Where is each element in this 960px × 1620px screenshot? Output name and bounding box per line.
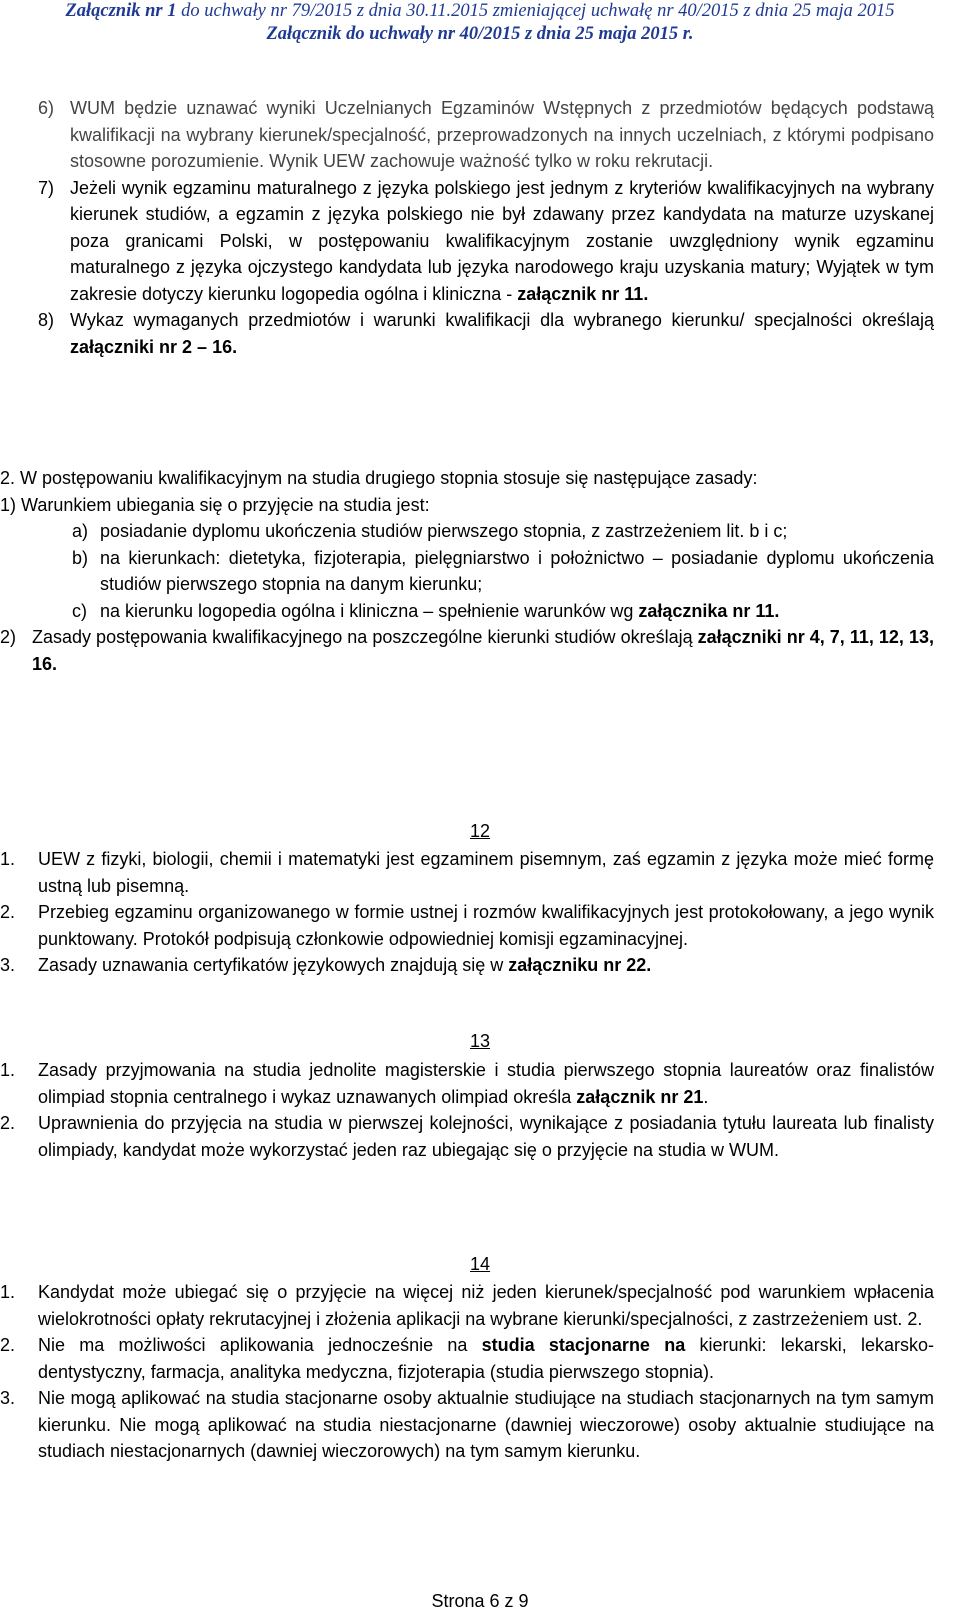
- letter-a: [0, 518, 934, 545]
- item-text: [38, 1057, 934, 1110]
- point-text-body: Wykaz wymaganych przedmiotów i warunki kwalifikacji dla wybranego kierunku/ specjalności określają: [70, 310, 934, 330]
- section-14-item-3: [0, 1385, 934, 1465]
- point-6: [38, 95, 934, 175]
- item-number: 1.: [0, 1060, 16, 1080]
- attachment-ref: załącznik nr 11.: [517, 283, 649, 304]
- point-text: [70, 175, 934, 308]
- section-14-item-1: [0, 1279, 934, 1332]
- letter-b: [0, 545, 934, 598]
- paragraph-number: 2.: [0, 468, 16, 488]
- header-attachment: Załącznik nr 1: [65, 1, 177, 21]
- paragraph-text-body: W postępowaniu kwalifikacyjnym na studia drugiego stopnia stosuje się następujące zasady:: [20, 468, 758, 488]
- attachment-ref: załączniku nr 22.: [508, 955, 652, 975]
- section-13-item-2: [0, 1110, 934, 1163]
- point-number: 6): [38, 98, 55, 118]
- page-number: Strona 6 z 9: [431, 1591, 529, 1611]
- item-text: Nie mogą aplikować na studia stacjonarne osoby aktualnie studiujące na studiach stacjonarnych na tym samym kierunku. Nie mogą aplikować na studia niestacjonarne (dawniej wieczorowe) osoby aktualnie studiujące na studiach niestacjonarnych (dawniej wieczorowych) na tym samym kierunku.: [38, 1388, 934, 1461]
- rule-number: 2): [0, 627, 17, 647]
- point-number: 8): [38, 310, 55, 330]
- attachment-ref: załącznika nr 11.: [638, 600, 780, 621]
- point-number: 7): [38, 177, 55, 198]
- item-text: Przebieg egzaminu organizowanego w formie ustnej i rozmów kwalifikacyjnych jest protokołowany, a jego wynik punktowany. Protokół podpisują członkowie odpowiedniej komisji egzaminacyjnej.: [38, 902, 934, 949]
- section-12-title: 12: [469, 821, 491, 841]
- item-text-body: Nie ma możliwości aplikowania jednocześnie na: [38, 1335, 482, 1355]
- attachment-ref: załączniki nr 2 – 16.: [70, 336, 238, 357]
- letter-text-body: na kierunku logopedia ogólna i kliniczna – spełnienie warunków wg: [100, 600, 639, 621]
- point-8: [38, 307, 934, 360]
- header-line-1: [0, 1, 960, 22]
- section-14-title: 14: [469, 1254, 491, 1274]
- item-text: Kandydat może ubiegać się o przyjęcie na więcej niż jeden kierunek/specjalność pod warunkiem wpłacenia wielokrotności opłaty rekrutacyjnej i złożenia aplikacji na wybrane kierunki/specjalności, z zastrzeżeniem ust. 2.: [38, 1282, 934, 1329]
- section-12: [0, 846, 934, 979]
- point-7: [38, 175, 934, 308]
- letter-label: c): [72, 600, 87, 621]
- item-text-end: .: [703, 1086, 709, 1107]
- rule-2: [0, 624, 934, 677]
- section-12-item-1: [0, 846, 934, 899]
- rule-text: [32, 624, 934, 677]
- item-number: 2.: [0, 1335, 16, 1355]
- rule-text: Warunkiem ubiegania się o przyjęcie na studia jest:: [21, 494, 430, 515]
- section-13: [0, 1057, 934, 1163]
- item-number: 3.: [0, 1388, 16, 1408]
- letter-text: posiadanie dyplomu ukończenia studiów pierwszego stopnia, z zastrzeżeniem lit. b i c;: [100, 521, 788, 541]
- section-13-title: 13: [469, 1031, 491, 1051]
- emphasis-text: studia stacjonarne na: [481, 1335, 686, 1355]
- item-text: Uprawnienia do przyjęcia na studia w pierwszej kolejności, wynikające z posiadania tytułu laureata lub finalisty olimpiady, kandydat może wykorzystać jeden raz ubiegając się o przyjęcie na studia w WUM.: [38, 1113, 934, 1160]
- item-number: 2.: [0, 1113, 16, 1133]
- item-text-body: Zasady uznawania certyfikatów językowych znajdują się w: [38, 955, 509, 975]
- section-2: [0, 465, 934, 677]
- rule-text-body: Zasady postępowania kwalifikacyjnego na poszczególne kierunki studiów określają: [32, 627, 698, 647]
- item-number: 1.: [0, 849, 16, 869]
- section-12-item-2: [0, 899, 934, 952]
- point-text: [70, 307, 934, 360]
- paragraph-2: [0, 465, 934, 492]
- letter-label: a): [72, 521, 89, 541]
- item-number: 1.: [0, 1282, 16, 1302]
- attachment-ref: załącznik nr 21: [576, 1086, 704, 1107]
- section-points-6-8: [38, 95, 934, 360]
- letter-label: b): [72, 547, 89, 568]
- header-resolution: do uchwały nr 79/2015 z dnia 30.11.2015 zmieniającej uchwałę nr 40/2015 z dnia 25 maja 2015: [176, 1, 895, 21]
- rule-1: [0, 492, 934, 519]
- item-text: [38, 1332, 934, 1385]
- section-13-item-1: [0, 1057, 934, 1110]
- section-14: [0, 1279, 934, 1465]
- letter-c: [0, 598, 934, 625]
- item-text-body: Zasady przyjmowania na studia jednolite magisterskie i studia pierwszego stopnia laureatów oraz finalistów olimpiad stopnia centralnego i wykaz uznawanych olimpiad określa: [38, 1060, 934, 1107]
- section-12-item-3: [0, 952, 934, 979]
- item-number: 3.: [0, 955, 16, 975]
- item-number: 2.: [0, 902, 16, 922]
- letter-text: na kierunkach: dietetyka, fizjoterapia, pielęgniarstwo i położnictwo – posiadanie dyplomu ukończenia studiów pierwszego stopnia na danym kierunku;: [100, 547, 934, 594]
- rule-number: 1): [0, 494, 17, 515]
- item-text: [38, 952, 934, 979]
- attachment-ref: załączniki nr 4, 7, 11, 12, 13, 16.: [32, 627, 934, 674]
- item-text-rest: kierunki: lekarski, lekarsko-dentystyczny, farmacja, analityka medyczna, fizjoterapia (studia pierwszego stopnia).: [38, 1335, 934, 1382]
- point-text: WUM będzie uznawać wyniki Uczelnianych Egzaminów Wstępnych z przedmiotów będących podstawą kwalifikacji na wybrany kierunek/specjalność, przeprowadzonych na innych uczelniach, z którymi podpisano stosowne porozumienie. Wynik UEW zachowuje ważność tylko w roku rekrutacji.: [70, 98, 934, 171]
- item-text: UEW z fizyki, biologii, chemii i matematyki jest egzaminem pisemnym, zaś egzamin z języka może mieć formę ustną lub pisemną.: [38, 849, 934, 896]
- letter-text: [100, 598, 934, 625]
- point-text-body: Jeżeli wynik egzaminu maturalnego z języka polskiego jest jednym z kryteriów kwalifikacyjnych na wybrany kierunek studiów, a egzamin z języka polskiego nie był zdawany przez kandydata na maturze uzyskanej poza granicami Polski, w postępowaniu kwalifikacyjnym zostanie uwzględniony wynik egzaminu maturalnego z języka ojczystego kandydata lub języka narodowego kraju uzyskania matury; Wyjątek w tym zakresie dotyczy kierunku logopedia ogólna i kliniczna -: [70, 177, 934, 304]
- paragraph-2-text: [0, 465, 934, 492]
- rule-1-line: [0, 492, 934, 519]
- header-line-2: Załącznik do uchwały nr 40/2015 z dnia 25 maja 2015 r.: [266, 24, 694, 44]
- section-14-item-2: [0, 1332, 934, 1385]
